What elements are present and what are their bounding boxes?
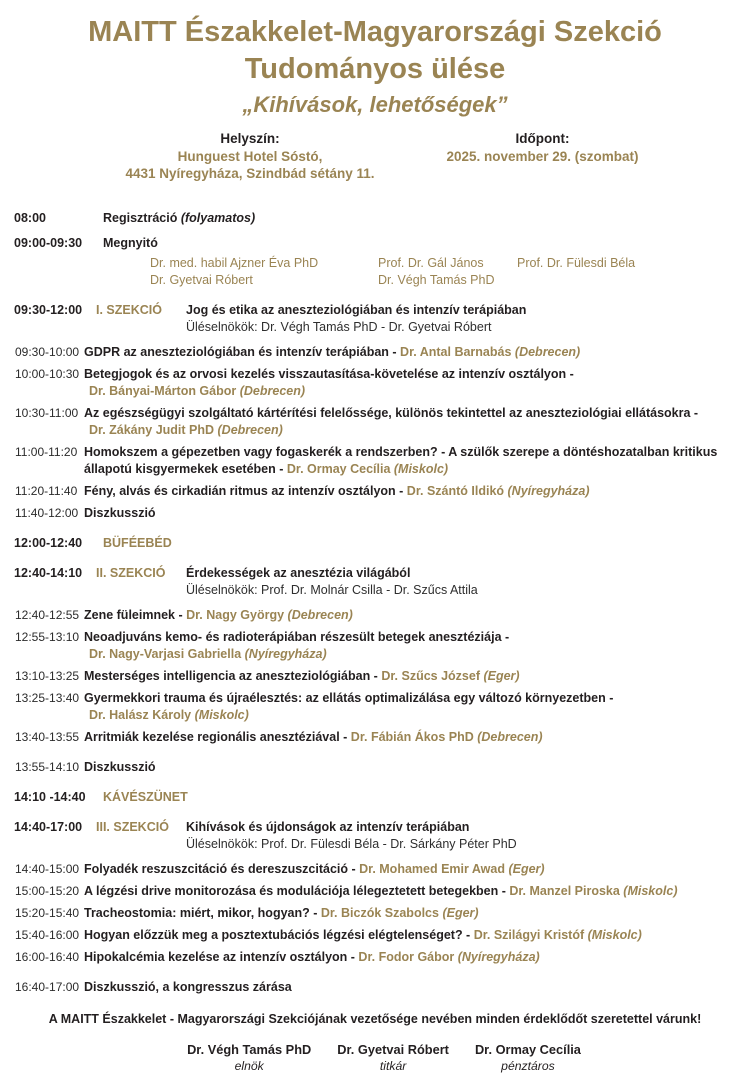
opening-speaker: Dr. Gyetvai Róbert [150,273,253,287]
coffee-time: 14:10 -14:40 [14,790,86,804]
talk-title: Fény, alvás és cirkadián ritmus az intenzív osztályon - [84,484,407,498]
talk-time: 16:00-16:40 [15,950,80,964]
section-2-heading [186,565,750,599]
talk-time: 10:00-10:30 [15,367,80,381]
talk-speaker: Dr. Biczók Szabolcs [320,906,439,920]
section-1-time: 09:30-12:00 [14,303,83,317]
schedule [0,210,750,996]
talk-row [0,444,750,478]
closing-message: A MAITT Északkelet - Magyarországi Szekciójának vezetősége nevében minden érdeklődőt szeretettel várunk! [48,1012,702,1026]
talk-time: 09:30-10:00 [15,345,80,359]
talk-time: 11:40-12:00 [15,506,79,520]
talk-time: 15:40-16:00 [15,928,80,942]
talk-speaker: Dr. Fodor Gábor [358,950,455,964]
talk-time: 11:00-11:20 [15,445,78,459]
talk-speaker: Dr. Bányai-Márton Gábor [89,384,237,398]
talk-content [84,949,750,966]
talk-title: Mesterséges intelligencia az aneszteziológiában - [84,669,382,683]
talk-time: 16:40-17:00 [15,980,80,994]
officer-name: Dr. Végh Tamás PhD [187,1042,312,1057]
talk-line-2 [84,461,738,478]
row-section-3 [0,819,750,853]
section-3-title: Kihívások és újdonságok az intenzív terápiában [186,820,470,834]
lunch-label: BÜFÉEBÉD [103,536,172,550]
talk-title: Diszkusszió, a kongresszus zárása [84,980,292,994]
opening-title: Megnyitó [103,236,158,250]
talk-city: (Miskolc) [191,708,249,722]
officers [18,1042,750,1074]
talk-title: Diszkusszió [84,506,156,520]
page-title [30,14,720,88]
talk-time: 11:20-11:40 [15,484,78,498]
registration-note: (folyamatos) [180,211,256,225]
talk-city: (Debrecen) [214,423,283,437]
talk-title: Diszkusszió [84,760,156,774]
talk-city: (Nyíregyháza) [504,484,590,498]
location-block [40,130,460,183]
talk-content [84,483,750,500]
talk-speaker: Dr. Szűcs József [381,669,480,683]
talk-title: Zene füleimnek - [84,608,187,622]
talk-city: (Eger) [479,669,520,683]
row-section-1 [0,302,750,336]
talk-time: 15:20-15:40 [15,906,80,920]
talk-city: (Miskolc) [584,928,642,942]
talk-row [0,505,750,522]
talk-row [0,629,750,663]
location-line-1: Hunguest Hotel Sóstó, [177,148,323,164]
talk-content [84,344,750,361]
talk-content [84,905,750,922]
registration-time: 08:00 [14,211,46,225]
opening-speaker: Prof. Dr. Gál János [378,256,484,270]
opening-speaker: Dr. med. habil Ajzner Éva PhD [150,256,319,270]
section-3-time: 14:40-17:00 [14,820,83,834]
title-line-2: Tudományos ülése [244,53,506,85]
talk-time: 10:30-11:00 [15,406,79,420]
talk-row [0,949,750,966]
talk-time: 15:00-15:20 [15,884,80,898]
section-2-title: Érdekességek az anesztézia világából [186,566,411,580]
info-block [0,130,750,196]
lunch-time: 12:00-12:40 [14,536,83,550]
talk-time: 12:55-13:10 [15,630,80,644]
talk-row [0,690,750,724]
page-subtitle: „Kihívások, lehetőségek” [242,92,508,117]
row-coffee-break [0,789,750,806]
officer [187,1042,311,1074]
section-1-heading [186,302,750,336]
talk-city: (Debrecen) [473,730,543,744]
talk-title: Tracheostomia: miért, mikor, hogyan? - [84,906,321,920]
talk-title: Folyadék reszuszcitáció és dereszuszcitáció - [84,862,360,876]
talk-speaker: Dr. Manzel Piroska [509,884,620,898]
talk-city: (Nyíregyháza) [241,647,327,661]
officer-role: elnök [234,1059,264,1073]
talk-time: 13:10-13:25 [15,669,80,683]
opening-speaker: Prof. Dr. Fülesdi Béla [517,256,636,270]
talk-speaker: Dr. Antal Barnabás [400,345,512,359]
talk-content [84,759,750,776]
officer-name: Dr. Gyetvai Róbert [337,1042,449,1057]
officer-role: pénztáros [501,1059,555,1073]
talk-line-2 [84,383,738,400]
talk-row [0,861,750,878]
talk-speaker: Dr. Zákány Judit PhD [89,423,215,437]
talk-city: (Debrecen) [236,384,306,398]
talk-title: Hogyan előzzük meg a posztextubációs légzési elégtelenséget? - [84,928,474,942]
talk-title: Arritmiák kezelése regionális anesztéziával - [84,730,351,744]
talk-content [84,444,750,478]
row-opening [0,235,750,252]
section-2-time: 12:40-14:10 [14,566,83,580]
talk-title: Hipokalcémia kezelése az intenzív osztályon - [84,950,359,964]
section-3-heading [186,819,750,853]
talk-content [84,607,750,624]
talk-city: (Eger) [438,906,479,920]
registration-label: Regisztráció [103,211,181,225]
talk-time: 13:40-13:55 [15,730,80,744]
talk-content [84,979,750,996]
talk-speaker: Dr. Fábián Ákos PhD [350,730,474,744]
talk-row [0,344,750,361]
talk-row [0,483,750,500]
talk-line-2 [84,422,738,439]
talk-title: Az egészségügyi szolgáltató kártérítési felelőssége, különös tekintettel az aneszteziológiai ellátásokra - [84,406,699,420]
talk-time: 13:55-14:10 [15,760,80,774]
section-1-label: I. SZEKCIÓ [96,303,162,317]
date-block [400,130,685,165]
talk-content [84,629,750,663]
talk-title-cont: állapotú kisgyermekek esetében - [84,462,287,476]
talk-title: Betegjogok és az orvosi kezelés visszautasítása-követelése az intenzív osztályon - [84,367,574,381]
talk-content [84,861,750,878]
section-2-chairs: Üléselnökök: Prof. Dr. Molnár Csilla - Dr. Szűcs Attila [186,583,478,597]
officer-name: Dr. Ormay Cecília [474,1042,581,1057]
talk-speaker: Dr. Szilágyi Kristóf [473,928,585,942]
section-3-label: III. SZEKCIÓ [96,820,169,834]
talk-speaker: Dr. Halász Károly [89,708,192,722]
talk-row [0,366,750,400]
talk-title: Gyermekkori trauma és újraélesztés: az ellátás optimalizálása egy változó környezetben - [84,691,614,705]
talk-content [84,690,750,724]
officer-role: titkár [379,1059,407,1073]
talk-row [0,905,750,922]
registration-title [103,210,750,227]
title-line-1: MAITT Északkelet-Magyarországi Szekció [88,16,662,48]
opening-speakers-row-1 [150,255,750,272]
section-1-title: Jog és etika az aneszteziológiában és intenzív terápiában [186,303,527,317]
talk-row [0,607,750,624]
coffee-label: KÁVÉSZÜNET [103,790,188,804]
talk-content [84,366,750,400]
opening-speaker: Dr. Végh Tamás PhD [378,273,495,287]
talk-time: 12:40-12:55 [15,608,80,622]
opening-speakers [150,255,750,289]
talk-content [84,729,750,746]
talk-city: (Miskolc) [390,462,449,476]
talk-row [0,668,750,685]
section-2-label: II. SZEKCIÓ [96,566,166,580]
row-closing-discussion [0,979,750,996]
opening-time: 09:00-09:30 [14,236,83,250]
talk-content [84,883,750,900]
talk-title: Neoadjuváns kemo- és radioterápiában részesült betegek anesztéziája - [84,630,510,644]
talk-row [0,927,750,944]
date-label: Időpont: [515,131,570,146]
row-lunch-break [0,535,750,552]
section-1-chairs: Üléselnökök: Dr. Végh Tamás PhD - Dr. Gyetvai Róbert [186,320,492,334]
location-label: Helyszín: [220,131,280,146]
talk-speaker: Dr. Mohamed Emir Awad [359,862,505,876]
talk-line-2 [84,646,738,663]
section-3-chairs: Üléselnökök: Prof. Dr. Fülesdi Béla - Dr. Sárkány Péter PhD [186,837,517,851]
talk-city: (Miskolc) [619,884,678,898]
talk-title: A légzési drive monitorozása és modulációja lélegeztetett betegekben - [84,884,510,898]
location-line-2: 4431 Nyíregyháza, Szindbád sétány 11. [125,166,375,181]
talk-title: Homokszem a gépezetben vagy fogaskerék a rendszerben? - A szülők szerepe a döntéshozatalban kritikus [84,445,718,459]
talk-content [84,927,750,944]
row-section-2 [0,565,750,599]
talk-time: 14:40-15:00 [15,862,80,876]
talk-speaker: Dr. Nagy-Varjasi Gabriella [89,647,242,661]
row-discussion-mid [0,759,750,776]
talk-content [84,505,750,522]
officer [337,1042,449,1074]
talk-city: (Eger) [505,862,545,876]
talk-speaker: Dr. Nagy György [186,608,285,622]
talk-title: GDPR az aneszteziológiában és intenzív terápiában - [84,345,401,359]
talk-city: (Nyíregyháza) [454,950,540,964]
talk-row [0,405,750,439]
talk-city: (Debrecen) [284,608,353,622]
talk-speaker: Dr. Ormay Cecília [286,462,391,476]
talk-speaker: Dr. Szántó Ildikó [406,484,505,498]
opening-speakers-row-2 [150,272,750,289]
talk-content [84,668,750,685]
talk-time: 13:25-13:40 [15,691,80,705]
row-registration [0,210,750,227]
officer [475,1042,581,1074]
date-value: 2025. november 29. (szombat) [446,148,639,164]
talk-row [0,883,750,900]
talk-city: (Debrecen) [511,345,581,359]
talk-line-2 [84,707,738,724]
talk-row [0,729,750,746]
talk-content [84,405,750,439]
